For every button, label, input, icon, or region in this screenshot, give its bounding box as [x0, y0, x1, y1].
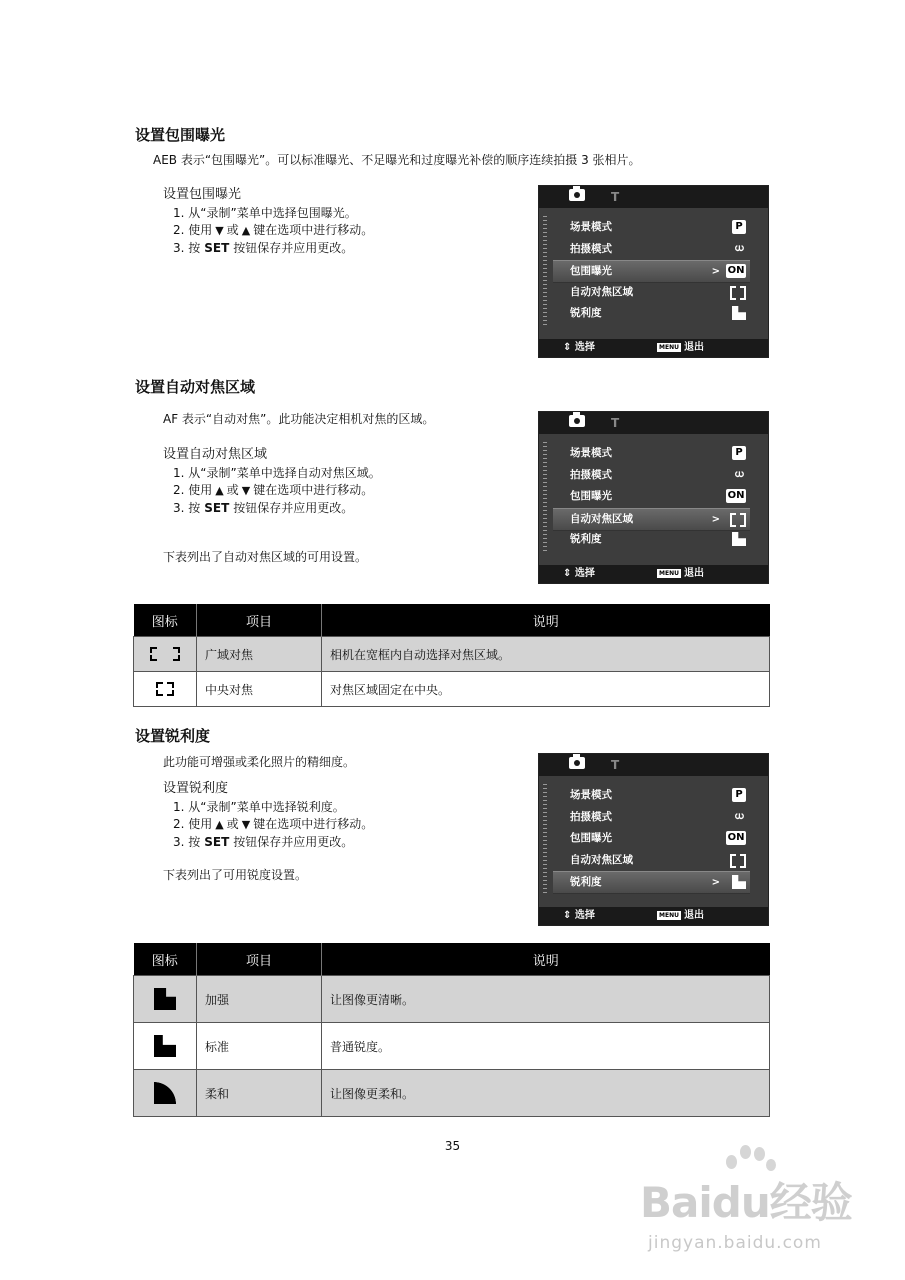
col-item: 项目 [197, 943, 322, 976]
program-mode-icon: P [732, 446, 746, 460]
watermark-logo: Baidu经验 [640, 1178, 852, 1227]
menu-item-shoot: 拍摄模式 ധ [553, 239, 750, 260]
updown-icon: ⇕ [563, 910, 572, 921]
table-row: 中央对焦 对焦区域固定在中央。 [134, 672, 770, 707]
screen-footer [539, 565, 768, 583]
af-table [133, 604, 770, 707]
wide-af-icon [134, 637, 197, 672]
camera-tab-icon [569, 189, 585, 201]
sharpness-steps [163, 780, 373, 851]
table-header [134, 943, 770, 976]
select-hint: ⇕ 选择 [563, 568, 595, 579]
menu-item-scene: 场景模式 P [553, 785, 750, 806]
sharpness-table-note: 下表列出了可用锐度设置。 [163, 868, 308, 882]
menu-item-scene: 场景模式 P [553, 217, 750, 238]
col-icon: 图标 [134, 604, 197, 637]
on-badge-icon: ON [727, 490, 745, 501]
menu-item-af: 自动对焦区域 [553, 282, 750, 303]
screen-tabs [539, 186, 768, 208]
self-timer-icon: ധ [734, 469, 744, 480]
section-title-sharpness: 设置锐利度 [135, 727, 211, 745]
menu-item-sharpness: 锐利度 > [553, 871, 750, 894]
exit-hint: MENU 退出 [659, 568, 704, 579]
down-arrow-icon: ▼ [241, 818, 251, 831]
aeb-intro: AEB 表示“包围曝光”。可以标准曝光、不足曝光和过度曝光补偿的顺序连续拍摄 3 张相片。 [153, 153, 641, 167]
table-row: 加强 让图像更清晰。 [134, 976, 770, 1023]
menu-item-shoot: 拍摄模式 ധ [553, 465, 750, 486]
scroll-indicator [543, 216, 547, 326]
sharpness-step-2: 2. 使用 ▲ 或 ▼ 键在选项中进行移动。 [163, 816, 373, 834]
menu-item-aeb: 包围曝光 ON [570, 832, 745, 844]
center-af-icon [134, 672, 197, 707]
menu-key-icon: MENU [659, 570, 679, 577]
col-item: 项目 [197, 604, 322, 637]
screen-tabs [539, 412, 768, 434]
up-arrow-icon: ▲ [215, 484, 224, 497]
sharpness-icon [732, 532, 746, 546]
baidu-watermark [640, 1145, 870, 1265]
screen-tabs [539, 754, 768, 776]
col-icon: 图标 [134, 943, 197, 976]
af-step-3: 3. 按 SET 按钮保存并应用更改。 [173, 500, 354, 515]
aeb-steps [163, 186, 373, 257]
up-arrow-icon: ▲ [215, 818, 224, 831]
sharpness-intro: 此功能可增强或柔化照片的精细度。 [163, 755, 356, 769]
menu-item-aeb: 包围曝光 > ON [553, 260, 750, 283]
table-row: 柔和 让图像更柔和。 [134, 1070, 770, 1117]
watermark-url: jingyan.baidu.com [648, 1233, 822, 1253]
chevron-right-icon: > [711, 514, 720, 525]
menu-key-icon: MENU [659, 912, 679, 919]
table-header [134, 604, 770, 637]
menu-item-scene: 场景模式 P [553, 443, 750, 464]
down-arrow-icon: ▼ [241, 484, 251, 497]
section-title-aeb: 设置包围曝光 [135, 126, 226, 144]
af-steps [163, 446, 381, 517]
program-mode-icon: P [732, 788, 746, 802]
screen-footer [539, 907, 768, 925]
scroll-indicator [543, 784, 547, 894]
down-arrow-icon: ▼ [215, 224, 224, 237]
menu-item-aeb: 包围曝光 ON [570, 490, 745, 502]
sharpness-step-3: 3. 按 SET 按钮保存并应用更改。 [173, 834, 354, 849]
camera-screen-aeb [538, 185, 769, 358]
af-steps-title: 设置自动对焦区域 [163, 447, 268, 462]
camera-tab-icon [569, 415, 585, 427]
camera-tab-icon [569, 757, 585, 769]
updown-icon: ⇕ [563, 568, 572, 579]
up-arrow-icon: ▲ [241, 224, 251, 237]
sharp-strong-icon [134, 976, 197, 1023]
select-hint: ⇕ 选择 [563, 342, 595, 353]
section-title-af: 设置自动对焦区域 [135, 378, 256, 396]
page-number: 35 [444, 1139, 461, 1153]
sharpness-icon [732, 306, 746, 320]
on-badge-icon: ON [727, 832, 745, 843]
af-step-1: 1. 从“录制”菜单中选择自动对焦区域。 [173, 465, 381, 480]
select-hint: ⇕ 选择 [563, 910, 595, 921]
menu-key-icon: MENU [659, 344, 679, 351]
chevron-right-icon: > [711, 877, 720, 888]
setup-tab-icon: T [611, 758, 620, 772]
menu-item-shoot: 拍摄模式 ധ [553, 807, 750, 828]
col-desc: 说明 [322, 943, 770, 976]
sharpness-steps-title: 设置锐利度 [163, 781, 229, 796]
menu-item-af: 自动对焦区域 > [553, 508, 750, 531]
af-step-2: 2. 使用 ▲ 或 ▼ 键在选项中进行移动。 [163, 482, 381, 500]
sharp-normal-icon [134, 1023, 197, 1070]
self-timer-icon: ധ [734, 243, 744, 254]
aeb-step-3: 3. 按 SET 按钮保存并应用更改。 [173, 240, 354, 255]
exit-hint: MENU 退出 [659, 342, 704, 353]
chevron-right-icon: > [711, 266, 720, 277]
af-area-icon [730, 285, 746, 299]
sharpness-step-1: 1. 从“录制”菜单中选择锐利度。 [173, 799, 345, 814]
aeb-step-1: 1. 从“录制”菜单中选择包围曝光。 [173, 205, 357, 220]
menu-item-sharpness: 锐利度 [553, 529, 750, 550]
af-intro: AF 表示“自动对焦”。此功能决定相机对焦的区域。 [163, 412, 435, 426]
col-desc: 说明 [322, 604, 770, 637]
setup-tab-icon: T [611, 416, 620, 430]
af-table-note: 下表列出了自动对焦区域的可用设置。 [163, 550, 368, 564]
camera-screen-sharpness [538, 753, 769, 926]
sharpness-icon [732, 875, 746, 889]
table-row: 标准 普通锐度。 [134, 1023, 770, 1070]
self-timer-icon: ധ [734, 811, 744, 822]
af-area-icon [730, 512, 746, 526]
menu-item-af: 自动对焦区域 [553, 850, 750, 871]
scroll-indicator [543, 442, 547, 552]
setup-tab-icon: T [611, 190, 620, 204]
sharp-soft-icon [134, 1070, 197, 1117]
af-area-icon [730, 853, 746, 867]
aeb-step-2: 2. 使用 ▼ 或 ▲ 键在选项中进行移动。 [163, 222, 373, 240]
aeb-steps-title: 设置包围曝光 [163, 187, 242, 202]
table-row: 广域对焦 相机在宽框内自动选择对焦区域。 [134, 637, 770, 672]
updown-icon: ⇕ [563, 342, 572, 353]
camera-screen-af [538, 411, 769, 584]
sharpness-table [133, 943, 770, 1117]
menu-item-sharpness: 锐利度 [553, 303, 750, 324]
on-badge-icon: ON [727, 265, 745, 276]
screen-footer [539, 339, 768, 357]
exit-hint: MENU 退出 [659, 910, 704, 921]
program-mode-icon: P [732, 220, 746, 234]
